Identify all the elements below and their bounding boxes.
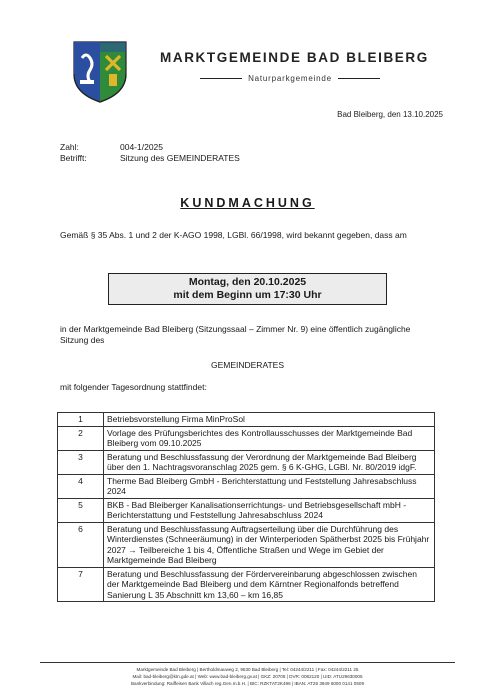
reference-number-value: 004-1/2025 [120, 142, 164, 152]
subtitle-text: Naturparkgemeinde [248, 74, 332, 83]
agenda-item-text: Beratung und Beschlussfassung der Verordnung der Marktgemeinde Bad Bleiberg über den 1. Nachtragsvoranschlag 2025 gem. § 6 K-GHG, LGBl. Nr. 80/2019 idgF. [104, 450, 435, 474]
agenda-row [58, 426, 435, 450]
footer-address: Marktgemeinde Bad Bleiberg | Bertholdmauweg 2, 9530 Bad Bleiberg | Tel: 04244/2211 | Fax: 04244/2211 25 [136, 667, 359, 672]
agenda-row [58, 450, 435, 474]
meeting-datetime-box [108, 273, 387, 305]
municipality-subtitle [200, 74, 380, 83]
agenda-row [58, 522, 435, 567]
footer-contact: Mail: bad-bleiberg@ktn.gde.at | Web: www.bad-bleiberg.gv.at | GKZ: 20705 | DVR: 0082120 | UID: ATU29630005 [132, 674, 363, 679]
footer [0, 666, 495, 687]
subtitle-left-rule [200, 78, 242, 79]
reference-number-label: Zahl: [60, 142, 79, 152]
agenda-item-text: Vorlage des Prüfungsberichtes des Kontrollausschusses der Marktgemeinde Bad Bleiberg vom 09.10.2025 [104, 426, 435, 450]
document-heading [0, 196, 495, 210]
subject-row [60, 153, 240, 164]
subtitle-right-rule [338, 78, 380, 79]
agenda-item-number: 6 [58, 522, 104, 567]
agenda-item-number: 5 [58, 498, 104, 522]
agenda-item-number: 3 [58, 450, 104, 474]
agenda-table [57, 412, 435, 602]
agenda-item-text: BKB - Bad Bleiberger Kanalisationserrichtungs- und Betriebsgesellschaft mbH - Berichterstattung und Feststellung Jahresabschluss 2024 [104, 498, 435, 522]
agenda-intro: mit folgender Tagesordnung stattfindet: [60, 382, 207, 392]
document-date: Bad Bleiberg, den 13.10.2025 [337, 110, 443, 119]
heading-text: KUNDMACHUNG [180, 196, 315, 210]
location-paragraph: in der Marktgemeinde Bad Bleiberg (Sitzungssaal – Zimmer Nr. 9) eine öffentlich zugängliche Sitzung des [60, 324, 411, 345]
municipality-name: MARKTGEMEINDE BAD BLEIBERG [160, 50, 429, 65]
agenda-item-number: 4 [58, 474, 104, 498]
footer-bank: Bankverbindung: Raiffeisen Bank Villach reg.Gen.m.b.H. | BIC: RZKTAT2K496 | IBAN: AT26 3949 6000 0141 0509 [130, 681, 365, 686]
agenda-item-number: 7 [58, 567, 104, 602]
agenda-item-number: 2 [58, 426, 104, 450]
agenda-item-text: Betriebsvorstellung Firma MinProSol [104, 413, 435, 427]
reference-number-row [60, 142, 240, 153]
agenda-row [58, 413, 435, 427]
reference-block [60, 142, 240, 164]
agenda-item-number: 1 [58, 413, 104, 427]
footer-divider [40, 662, 455, 663]
council-name: GEMEINDERATES [210, 360, 285, 370]
intro-paragraph: Gemäß § 35 Abs. 1 und 2 der K-AGO 1998, LGBl. 66/1998, wird bekannt gegeben, dass am [60, 230, 407, 240]
meeting-date: Montag, den 20.10.2025 [188, 276, 307, 288]
agenda-row [58, 474, 435, 498]
agenda-item-text: Beratung und Beschlussfassung Auftragserteilung über die Durchführung des Winterdienstes (Schneeräumung) in der Winterperioden Spätherbst 2025 bis Frühjahr 2027 → Teilbereiche 1 bis 4, Öffentliche Straßen und Wege im Gebiet der Marktgemeinde Bad Bleiberg [104, 522, 435, 567]
agenda-row [58, 567, 435, 602]
agenda-row [58, 498, 435, 522]
subject-value: Sitzung des GEMEINDERATES [120, 153, 240, 163]
coat-of-arms-icon [72, 40, 128, 104]
subject-label: Betrifft: [60, 153, 87, 163]
meeting-time: mit dem Beginn um 17:30 Uhr [173, 289, 322, 301]
agenda-item-text: Therme Bad Bleiberg GmbH - Berichterstattung und Feststellung Jahresabschluss 2024 [104, 474, 435, 498]
agenda-item-text: Beratung und Beschlussfassung der Fördervereinbarung abgeschlossen zwischen der Marktgemeinde Bad Bleiberg und dem Kärntner Regionalfonds betreffend Sanierung L 35 Abschnitt km 13,60 – km 16,85 [104, 567, 435, 602]
